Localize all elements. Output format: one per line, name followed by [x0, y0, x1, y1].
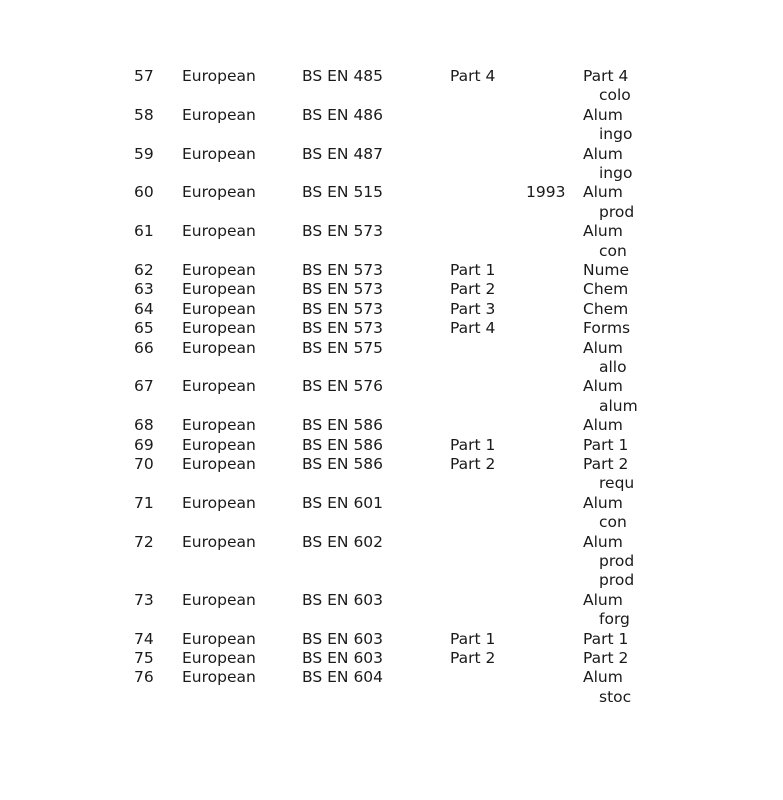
standard-number-cell: BS EN 485 [302, 67, 384, 85]
title-line: con [599, 513, 627, 532]
standard-number-cell: BS EN 573 [302, 280, 384, 299]
row-number: 76 [134, 668, 154, 687]
part-cell: Part 4 [450, 67, 496, 85]
title-line: Alum [583, 222, 623, 241]
table-row [0, 668, 632, 707]
part-cell: Part 2 [450, 280, 496, 299]
title-line: Nume [583, 260, 630, 279]
standard-number-cell: BS EN 487 [302, 144, 384, 163]
table-row [0, 144, 633, 184]
organisation-cell: European [182, 493, 256, 512]
title-cell [583, 668, 783, 707]
organisation-cell: European [182, 299, 256, 318]
standard-number-cell: BS EN 573 [302, 319, 384, 338]
table-row [0, 435, 629, 455]
title-line: Part 1 [583, 435, 629, 454]
row-number: 60 [134, 183, 154, 202]
organisation-cell: European [182, 222, 256, 241]
part-cell: Part 1 [450, 435, 496, 454]
title-cell [583, 319, 783, 338]
organisation-cell: European [182, 280, 256, 299]
organisation-cell: European [182, 668, 256, 687]
title-line: Chem [583, 299, 629, 318]
table-row [0, 629, 629, 649]
title-line: Alum [583, 668, 623, 687]
table-row [0, 454, 635, 494]
title-line: Alum [583, 416, 623, 435]
year-cell: 1993 [526, 183, 566, 202]
title-line: prod [599, 571, 635, 590]
title-line: ingo [599, 125, 633, 144]
standard-number-cell: BS EN 602 [302, 532, 384, 551]
standard-number-cell: BS EN 486 [302, 105, 384, 124]
title-line: Alum [583, 532, 623, 551]
row-number: 75 [134, 648, 154, 667]
part-cell: Part 2 [450, 454, 496, 473]
title-line: Part 2 [583, 648, 629, 667]
title-cell [583, 533, 783, 591]
table-row [0, 319, 631, 338]
title-cell [583, 261, 783, 280]
title-line: Alum [583, 590, 623, 609]
title-cell [583, 630, 783, 649]
standard-number-cell: BS EN 603 [302, 590, 384, 609]
row-number: 65 [134, 319, 154, 338]
organisation-cell: European [182, 319, 256, 338]
title-cell [583, 67, 783, 106]
title-line: Alum [583, 105, 623, 124]
row-number: 67 [134, 377, 154, 396]
title-cell [583, 183, 783, 222]
table-row [0, 532, 635, 591]
row-number: 61 [134, 222, 154, 241]
standard-number-cell: BS EN 603 [302, 648, 384, 667]
row-number: 57 [134, 67, 154, 85]
title-line: Part 2 [583, 454, 629, 473]
title-line: forg [599, 610, 630, 629]
title-cell [583, 300, 783, 319]
title-line: Alum [583, 144, 623, 163]
row-number: 69 [134, 435, 154, 454]
organisation-cell: European [182, 416, 256, 435]
title-line: Part 1 [583, 629, 629, 648]
standard-number-cell: BS EN 603 [302, 629, 384, 648]
row-number: 68 [134, 416, 154, 435]
title-line: prod [599, 202, 635, 221]
table-row [0, 377, 638, 416]
organisation-cell: European [182, 260, 256, 279]
title-cell [583, 436, 783, 455]
standard-number-cell: BS EN 604 [302, 668, 384, 687]
title-line: stoc [599, 687, 632, 706]
standard-number-cell: BS EN 573 [302, 299, 384, 318]
table-row [0, 105, 633, 145]
organisation-cell: European [182, 435, 256, 454]
table-row [0, 339, 626, 378]
table-row [0, 260, 630, 280]
organisation-cell: European [182, 144, 256, 163]
table-row [0, 222, 626, 261]
title-cell [583, 106, 783, 145]
table-row [0, 494, 626, 533]
organisation-cell: European [182, 629, 256, 648]
standard-number-cell: BS EN 575 [302, 338, 384, 357]
title-line: colo [599, 86, 631, 105]
title-line: alum [599, 396, 638, 415]
table-row [0, 280, 629, 299]
standard-number-cell: BS EN 586 [302, 416, 384, 435]
title-cell [583, 280, 783, 299]
standard-number-cell: BS EN 573 [302, 260, 384, 279]
title-line: allo [599, 357, 627, 376]
part-cell: Part 1 [450, 260, 496, 279]
row-number: 63 [134, 280, 154, 299]
title-cell [583, 455, 783, 494]
row-number: 71 [134, 493, 154, 512]
organisation-cell: European [182, 338, 256, 357]
title-line: Alum [583, 183, 623, 202]
title-cell [583, 494, 783, 533]
title-cell [583, 222, 783, 261]
standard-number-cell: BS EN 601 [302, 493, 384, 512]
title-line: Chem [583, 280, 629, 299]
row-number: 62 [134, 260, 154, 279]
row-number: 64 [134, 299, 154, 318]
title-cell [583, 591, 783, 630]
title-line: requ [599, 474, 635, 493]
organisation-cell: European [182, 183, 256, 202]
organisation-cell: European [182, 590, 256, 609]
table-row [0, 590, 630, 630]
title-cell [583, 649, 783, 668]
table-row [0, 416, 626, 435]
title-line: Forms [583, 319, 631, 338]
standard-number-cell: BS EN 586 [302, 454, 384, 473]
title-cell [583, 145, 783, 184]
table-row [0, 299, 629, 319]
title-line: prod [599, 551, 635, 570]
row-number: 70 [134, 454, 154, 473]
organisation-cell: European [182, 454, 256, 473]
title-line: Part 4 [583, 67, 629, 85]
part-cell: Part 1 [450, 629, 496, 648]
title-line: con [599, 241, 627, 260]
standard-number-cell: BS EN 515 [302, 183, 384, 202]
row-number: 66 [134, 338, 154, 357]
title-cell [583, 416, 783, 435]
part-cell: Part 4 [450, 319, 496, 338]
standards-table [0, 67, 638, 707]
standard-number-cell: BS EN 586 [302, 435, 384, 454]
standard-number-cell: BS EN 573 [302, 222, 384, 241]
table-row [0, 67, 631, 106]
table-row [0, 183, 635, 222]
title-line: Alum [583, 493, 623, 512]
row-number: 73 [134, 590, 154, 609]
title-cell [583, 339, 783, 378]
part-cell: Part 3 [450, 299, 496, 318]
standard-number-cell: BS EN 576 [302, 377, 384, 396]
row-number: 72 [134, 532, 154, 551]
title-line: Alum [583, 338, 623, 357]
organisation-cell: European [182, 67, 256, 85]
organisation-cell: European [182, 532, 256, 551]
row-number: 58 [134, 105, 154, 124]
title-line: Alum [583, 377, 623, 396]
part-cell: Part 2 [450, 648, 496, 667]
row-number: 74 [134, 629, 154, 648]
table-row [0, 648, 629, 668]
organisation-cell: European [182, 377, 256, 396]
row-number: 59 [134, 144, 154, 163]
organisation-cell: European [182, 105, 256, 124]
title-line: ingo [599, 164, 633, 182]
title-cell [583, 377, 783, 416]
organisation-cell: European [182, 648, 256, 667]
